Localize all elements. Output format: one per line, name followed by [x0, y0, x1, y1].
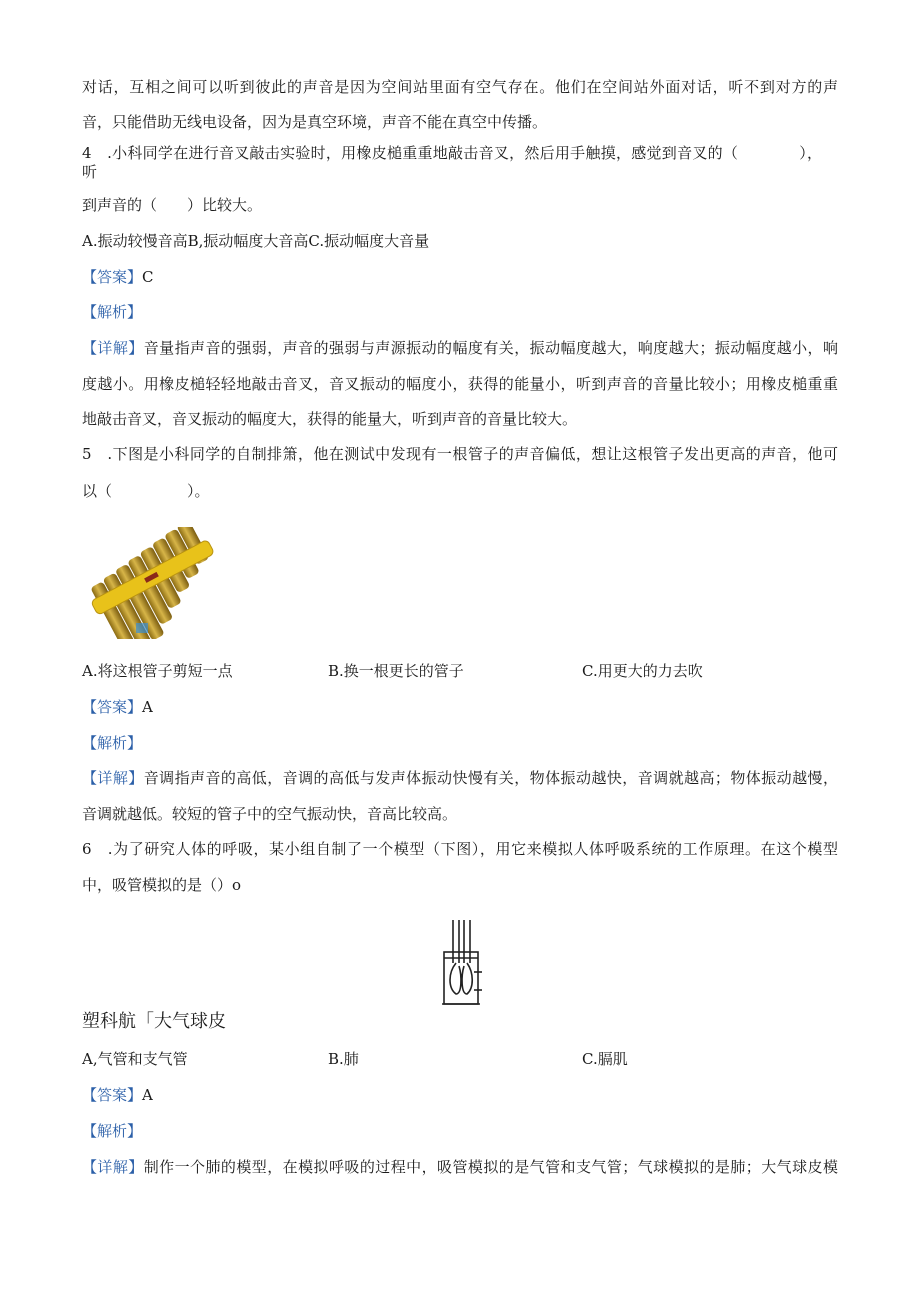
detail-tag: 【详解】	[82, 339, 144, 357]
answer-value: A	[142, 698, 153, 716]
question-6-stem-end: 中，吸管模拟的是（）o	[82, 876, 242, 894]
question-4-answer	[82, 267, 154, 287]
analysis-tag: 【解析】	[82, 303, 143, 321]
question-6-stem: 6 .为了研究人体的呼吸，某小组自制了一个模型（下图），用它来模拟人体呼吸系统的工作原理。在这个模型	[82, 840, 838, 858]
question-6-option-a: A,气管和支气管	[82, 1050, 188, 1068]
question-6-option-c: C.膈肌	[582, 1050, 628, 1068]
question-4-stem-end: 到声音的（ ）比较大。	[82, 196, 263, 214]
question-4-detail	[82, 338, 838, 358]
question-5-detail	[82, 768, 838, 788]
analysis-tag: 【解析】	[82, 734, 143, 752]
answer-value: A	[142, 1086, 153, 1104]
question-5-stem: 5 .下图是小科同学的自制排箫，他在测试中发现有一根管子的声音偏低，想让这根管子发出更高的声音，他可	[82, 445, 838, 463]
question-4-stem-cont: 听	[82, 163, 98, 181]
question-6-answer	[82, 1085, 153, 1105]
question-5-stem-end: 以（ ）。	[82, 482, 210, 500]
question-5-option-b: B.换一根更长的管子	[328, 662, 464, 680]
lung-model-icon	[438, 918, 488, 1008]
text-line: 对话，互相之间可以听到彼此的声音是因为空间站里面有空气存在。他们在空间站外面对话，听不到对方的声	[82, 78, 838, 96]
detail-text: 音量指声音的强弱，声音的强弱与声源振动的幅度有关，振动幅度越大，响度越大；振动幅度越小，响	[143, 339, 838, 357]
question-5-option-a: A.将这根管子剪短一点	[82, 662, 233, 680]
question-4-detail: 地敲击音叉，音叉振动的幅度大，获得的能量大，听到声音的音量比较大。	[82, 410, 578, 428]
figure-caption: 塑科航「大气球皮	[82, 1011, 226, 1032]
question-5-answer	[82, 697, 153, 717]
question-5-detail: 音调就越低。较短的管子中的空气振动快，音高比较高。	[82, 805, 458, 823]
question-6-option-b: B.肺	[328, 1050, 359, 1068]
answer-tag: 【答案】	[82, 698, 143, 716]
question-4-detail: 度越小。用橡皮槌轻轻地敲击音叉，音叉振动的幅度小，获得的能量小，听到声音的音量比较小；用橡皮槌重重	[82, 375, 838, 393]
question-4-options: A.振动较慢音高B,振动幅度大音高C.振动幅度大音量	[82, 232, 430, 250]
text-line: 音，只能借助无线电设备，因为是真空环境，声音不能在真空中传播。	[82, 113, 548, 131]
detail-tag: 【详解】	[82, 769, 144, 787]
question-4-stem: 4 .小科同学在进行音叉敲击实验时，用橡皮槌重重地敲击音叉，然后用手触摸，感觉到音叉的（ ），	[82, 144, 822, 162]
panpipe-image	[80, 527, 240, 639]
question-6-detail	[82, 1157, 838, 1177]
answer-value: C	[142, 268, 154, 286]
answer-tag: 【答案】	[82, 268, 143, 286]
answer-tag: 【答案】	[82, 1086, 143, 1104]
detail-text: 音调指声音的高低，音调的高低与发声体振动快慢有关，物体振动越快，音调就越高；物体振动越慢，	[143, 769, 838, 787]
detail-text: 制作一个肺的模型，在模拟呼吸的过程中，吸管模拟的是气管和支气管；气球模拟的是肺；大气球皮模	[143, 1158, 838, 1176]
lung-model-diagram	[438, 918, 488, 1008]
question-5-option-c: C.用更大的力去吹	[582, 662, 703, 680]
analysis-tag: 【解析】	[82, 1122, 143, 1140]
detail-tag: 【详解】	[82, 1158, 144, 1176]
panpipe-icon	[80, 527, 240, 639]
